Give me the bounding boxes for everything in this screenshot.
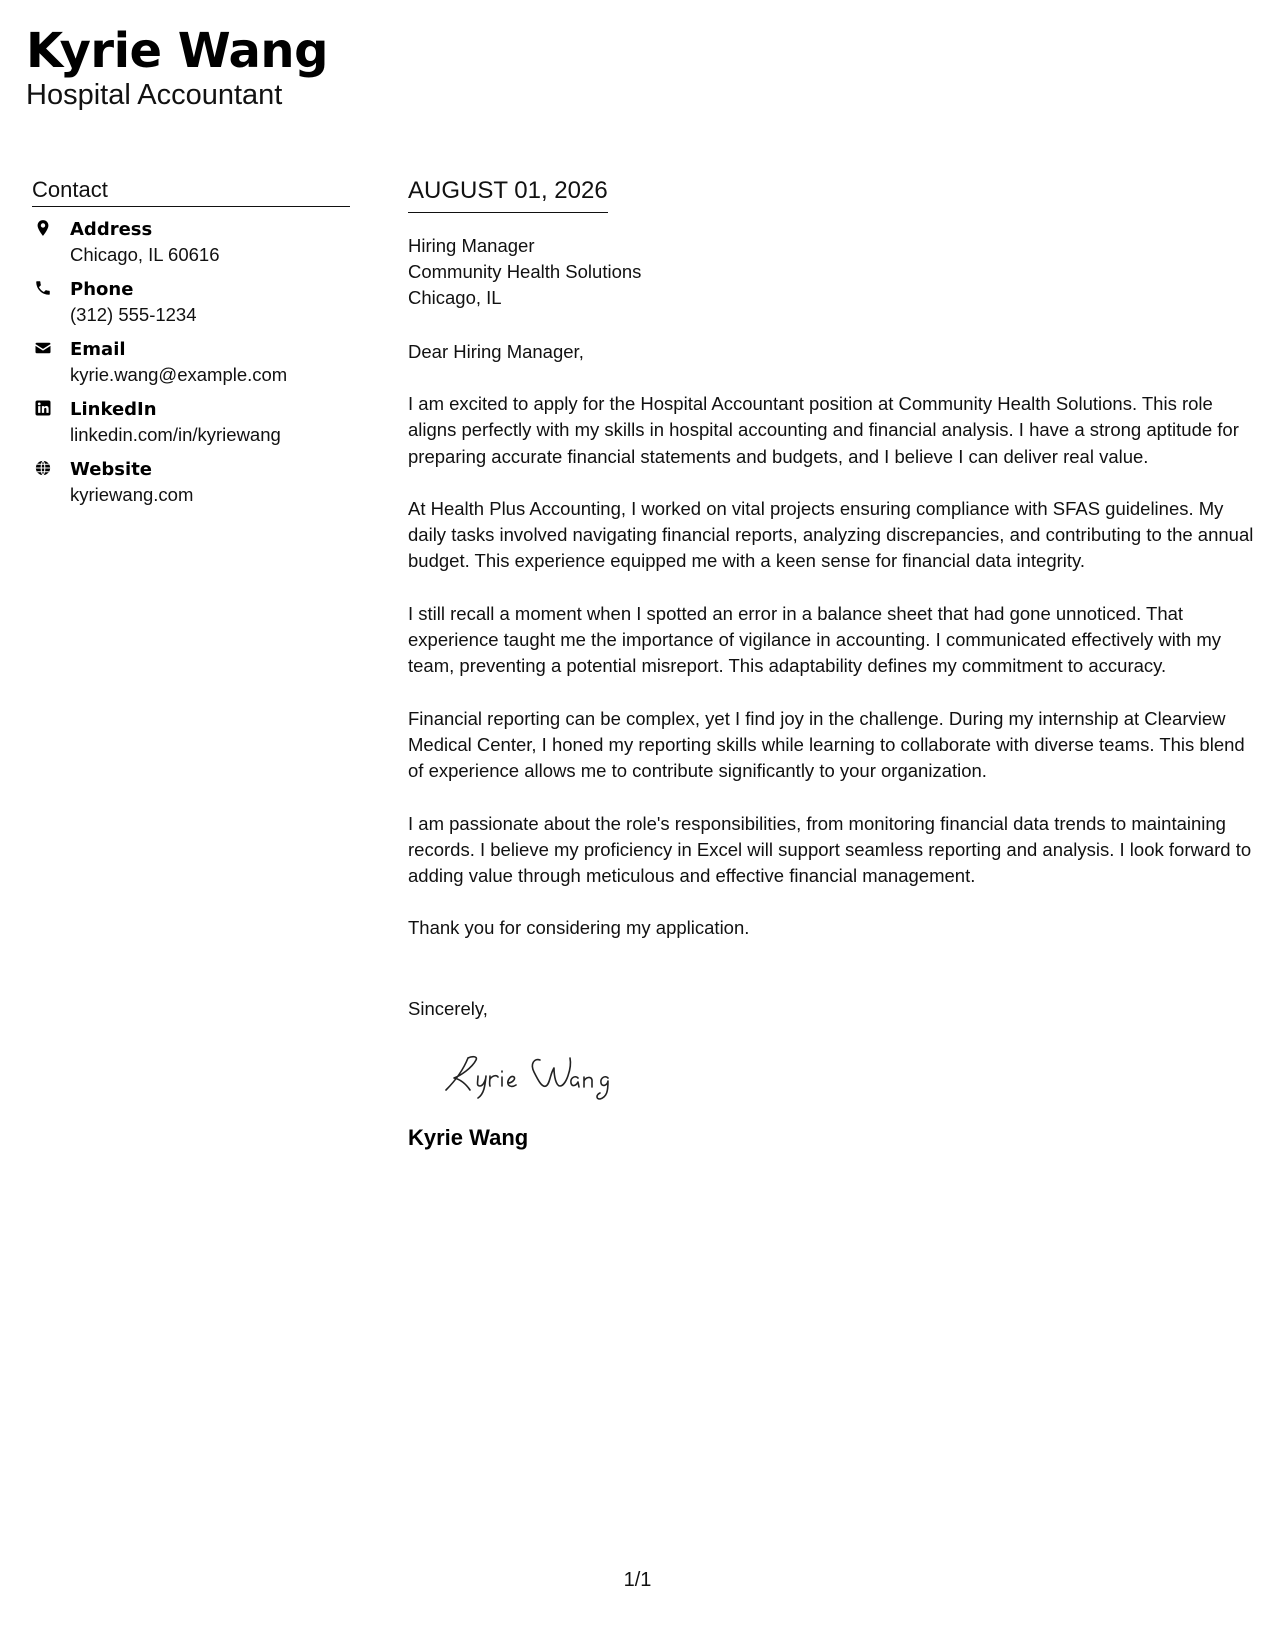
envelope-icon: [34, 339, 52, 357]
linkedin-icon: [34, 399, 52, 417]
salutation: Dear Hiring Manager,: [408, 341, 584, 362]
linkedin-label: LinkedIn: [70, 399, 157, 420]
contact-item-phone: [32, 277, 350, 327]
letter-paragraph: I am passionate about the role's responsibilities, from monitoring financial data trends to maintaining records. I believe my proficiency in Excel will support seamless reporting and analysis. I look forward to adding value through meticulous and effective financial management.: [408, 812, 1252, 887]
email-value: kyrie.wang@example.com: [70, 364, 288, 385]
contact-item-address: [32, 217, 350, 267]
contact-item-website: [32, 457, 350, 507]
contact-list: [32, 217, 350, 507]
letter-paragraph: I still recall a moment when I spotted an error in a balance sheet that had gone unnoticed. That experience taught me the importance of vigilance in accounting. I communicated effectively with my team, preventing a potential misreport. This adaptability defines my commitment to accuracy.: [408, 602, 1222, 677]
map-pin-icon: [34, 219, 52, 237]
globe-icon: [34, 459, 52, 477]
address-label: Address: [70, 219, 153, 240]
linkedin-value: linkedin.com/in/kyriewang: [70, 424, 281, 445]
job-title: Hospital Accountant: [26, 79, 283, 111]
website-label: Website: [70, 459, 153, 480]
recipient-block: [408, 233, 1254, 311]
contact-sidebar: [32, 176, 350, 517]
recipient-line: Hiring Manager: [408, 235, 535, 256]
applicant-name: Kyrie Wang: [26, 23, 328, 79]
email-label: Email: [70, 339, 126, 360]
phone-label: Phone: [70, 279, 134, 300]
letter-date: AUGUST 01, 2026: [408, 176, 608, 213]
letter-paragraph: At Health Plus Accounting, I worked on vital projects ensuring compliance with SFAS guidelines. My daily tasks involved navigating financial reports, analyzing discrepancies, and contributing to the annual budget. This experience equipped me with a keen sense for financial data integrity.: [408, 497, 1254, 572]
closing: Sincerely,: [408, 997, 488, 1019]
handwritten-signature: [438, 1046, 648, 1102]
letter-paragraph: Financial reporting can be complex, yet I find joy in the challenge. During my internship at Clearview Medical Center, I honed my reporting skills while learning to collaborate with diverse teams. This blend of experience allows me to contribute significantly to your organization.: [408, 707, 1245, 782]
letter-paragraph: Thank you for considering my application.: [408, 917, 750, 939]
signer-name: Kyrie Wang: [408, 1124, 529, 1150]
address-value: Chicago, IL 60616: [70, 244, 220, 265]
phone-icon: [34, 279, 52, 297]
website-value: kyriewang.com: [70, 484, 194, 505]
letter-paragraph: I am excited to apply for the Hospital Accountant position at Community Health Solutions. This role aligns perfectly with my skills in hospital accounting and financial analysis. I have a strong aptitude for preparing accurate financial statements and budgets, and I believe I can deliver real value.: [408, 393, 1239, 467]
contact-heading: Contact: [32, 176, 350, 207]
recipient-line: Community Health Solutions: [408, 261, 642, 282]
page-number: 1/1: [623, 1569, 652, 1591]
resume-header: [26, 22, 328, 112]
phone-value: (312) 555-1234: [70, 304, 197, 325]
cover-letter-body: [408, 176, 1254, 1152]
contact-item-email: [32, 337, 350, 387]
recipient-line: Chicago, IL: [408, 287, 502, 308]
contact-item-linkedin: [32, 397, 350, 447]
